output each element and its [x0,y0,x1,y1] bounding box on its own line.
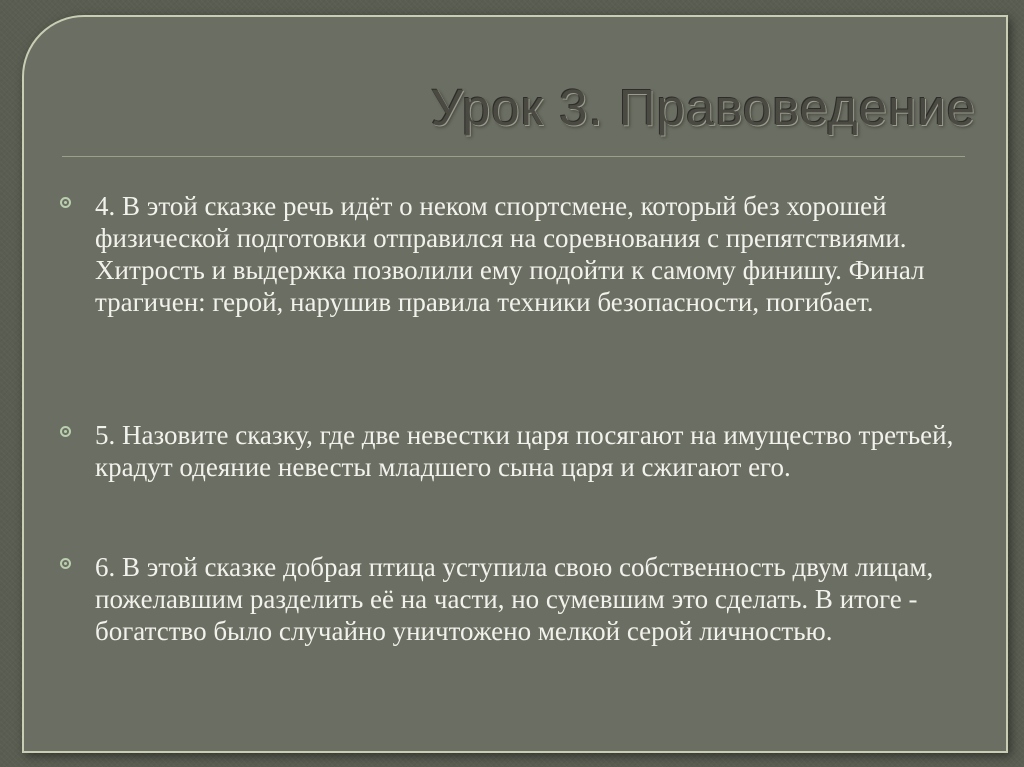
list-item [60,419,960,483]
list-item-text: 6. В этой сказке добрая птица уступила свою собственность двум лицам, пожелавшим разделить её на части, но сумевшим это сделать. В итоге - богатство было случайно уничтожено мелкой серой личностью. [95,552,934,646]
list-item [60,190,960,318]
list-item-text: 5. Назовите сказку, где две невестки царя посягают на имущество третьей, крадут одеяние невесты младшего сына царя и сжигают его. [95,420,954,482]
list-item-text: 4. В этой сказке речь идёт о неком спортсмене, который без хорошей физической подготовки отправился на соревнования с препятствиями. Хитрость и выдержка позволили ему подойти к самому финишу. Финал трагичен: герой, нарушив правила техники безопасности, погибает. [95,191,925,317]
title-divider [62,156,965,157]
circle-bullet-icon [60,426,71,437]
slide-title: Урок 3. Правоведение [430,79,976,136]
list-item [60,551,960,647]
circle-bullet-icon [60,197,71,208]
circle-bullet-icon [60,558,71,569]
